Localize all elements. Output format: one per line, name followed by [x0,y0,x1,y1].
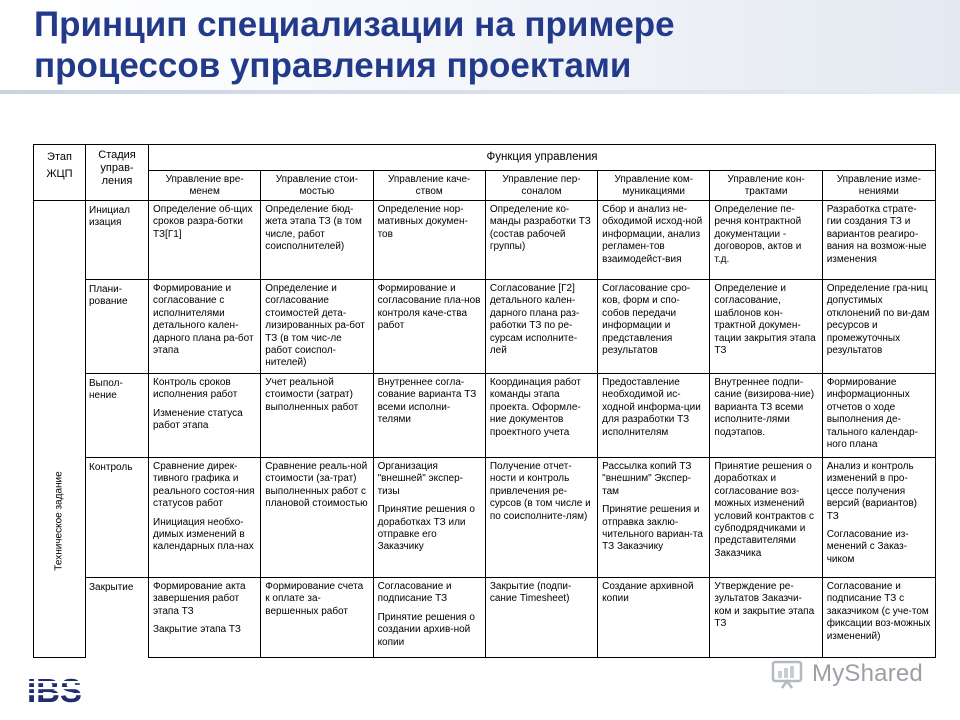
cell-paragraph: Определение и согласование стоимостей дета-лизированных ра-бот ТЗ (в том чис-ле работ соиспол-нителей) [265,283,365,369]
column-header: Управление ком-муникациями [598,171,710,201]
table-cell [598,374,710,458]
table-cell [149,458,261,578]
cell-paragraph: Сравнение реаль-ной стоимости (за-трат) выполненных работ с плановой стоимостью [265,461,368,510]
slide-title [34,4,934,86]
table-cell [486,280,598,374]
cell-paragraph: Инициация необхо-димых изменений в календарных пла-нах [153,516,254,553]
cell-paragraph: Контроль сроков исполнения работ [153,377,238,401]
cell-paragraph: Принятие решения о доработках и согласование воз-можных изменений условий контрактов с субподрядчиками и представителями Заказчика [714,461,814,559]
header-function: Функция управления [149,145,935,171]
row-stage-label: Инициал изация [86,201,149,280]
cell-paragraph: Определение об-щих сроков разра-ботки ТЗ[Г1] [153,204,253,240]
watermark-text: MyShared [812,660,923,687]
table-cell [823,201,935,280]
table-cell [374,201,486,280]
cell-paragraph: Получение отчет-ности и контроль привлечения ре-сурсов (в том числе и по соисполните-лям) [489,461,591,522]
column-header: Управление стои-мостью [261,171,373,201]
cell-paragraph: Определение бюд-жета этапа ТЗ (в том числе, работ соисполнителей) [265,204,362,253]
cell-paragraph: Учет реальной стоимости (затрат) выполненных работ [265,377,359,413]
cell-paragraph: Принятие решения и отправка заклю-чительного вариан-та ТЗ Заказчику [602,504,703,553]
cell-paragraph: Определение нор-мативных докумен-тов [377,204,468,240]
row-stage-label: Плани-рование [86,280,149,374]
management-functions-table [33,144,936,658]
header-stage [86,145,149,201]
cell-paragraph: Определение и согласование, шаблонов кон-трактной докумен-тации закрытия этапа ТЗ [714,283,816,357]
cell-paragraph: Анализ и контроль изменений в про-цессе получения версий (вариантов) ТЗ [826,461,917,522]
vertical-label: Техническое задание [53,471,65,571]
table-cell [486,578,598,658]
cell-paragraph: Формирование информационных отчетов о ходе выполнения де-тального календар-ного плана [826,377,918,451]
cell-paragraph: Предоставление необходимой ис-ходной информа-ции для разработки ТЗ исполнителям [602,377,701,438]
cell-paragraph: Определение пе-речня контрактной документации - договоров, актов и т.д. [714,204,802,265]
table-cell [710,578,822,658]
table-cell [486,374,598,458]
table-cell [149,374,261,458]
cell-paragraph: Определение гра-ниц допустимых отклонений по ви-дам ресурсов и промежуточных результатов [826,283,930,357]
cell-paragraph: Формирование акта завершения работ этапа ТЗ [153,581,246,617]
cell-paragraph: Утверждение ре-зультатов Заказчи-ком и закрытие этапа ТЗ [714,581,815,630]
cell-paragraph: Определение ко-манды разработки ТЗ (состав рабочей группы) [489,204,591,253]
header-stage-line-2: управ- [100,162,134,174]
cell-paragraph: Формирование и согласование пла-нов контроля каче-ства работ [377,283,481,332]
cell-paragraph: Организация "внешней" экспер-тизы [377,461,463,497]
table-cell [149,578,261,658]
cell-paragraph: Закрытие (подпи-сание Timesheet) [489,581,572,605]
table-cell [261,201,373,280]
cell-paragraph: Сравнение дирек-тивного графика и реального состоя-ния статусов работ [153,461,255,510]
vertical-label-cell [34,201,86,658]
cell-paragraph: Согласование из-менений с Заказ-чиком [826,529,909,565]
cell-paragraph: Закрытие этапа ТЗ [153,624,241,636]
column-header: Управление кон-трактами [710,171,822,201]
table-cell [374,458,486,578]
table-cell [149,201,261,280]
table-cell [374,280,486,374]
header-etap-line-2: ЖЦП [46,168,73,180]
header-stage-line-1: Стадия [98,149,136,161]
table-cell [149,280,261,374]
table-cell [374,578,486,658]
watermark [770,650,930,698]
table-cell [823,578,935,658]
table-cell [598,280,710,374]
slide-title-line-2: процессов управления проектами [34,46,632,85]
column-header: Управление пер-соналом [486,171,598,201]
cell-paragraph: Согласование сро-ков, форм и спо-собов передачи информации и представления результатов [602,283,691,357]
table-cell [261,374,373,458]
row-stage-label: Выпол-нение [86,374,149,458]
table-cell [710,280,822,374]
table-cell [486,201,598,280]
cell-paragraph: Формирование счета к оплате за-вершенных работ [265,581,364,617]
cell-paragraph: Формирование и согласование с исполнителями детального кален-дарного плана ра-бот этапа [153,283,254,357]
cell-paragraph: Согласование [Г2] детального кален-дарного плана раз-работки ТЗ по ре-сурсам исполните-лей [489,283,580,357]
column-header: Управление вре-менем [149,171,261,201]
table-cell [261,280,373,374]
row-stage-label: Закрытие [86,578,149,658]
header-etap [34,145,86,201]
table-cell [374,374,486,458]
cell-paragraph: Изменение статуса работ этапа [153,407,243,432]
cell-paragraph: Принятие решения о создании архив-ной копии [377,611,475,648]
cell-paragraph: Сбор и анализ не-обходимой исход-ной информации, анализ регламен-тов взаимодейст-вия [602,204,703,265]
table-cell [823,280,935,374]
header-stage-line-3: ления [101,175,133,187]
header-etap-line-1: Этап [47,151,72,163]
cell-paragraph: Создание архивной копии [602,581,694,605]
table-cell [823,374,935,458]
table-cell [710,458,822,578]
table-cell [598,458,710,578]
table-cell [261,458,373,578]
table-cell [710,201,822,280]
row-stage-label: Контроль [86,458,149,578]
table-cell [823,458,935,578]
table-cell [486,458,598,578]
cell-paragraph: Внутреннее подпи-сание (визирова-ние) варианта ТЗ всеми исполните-лями подэтапов. [714,377,815,438]
slide-title-line-1: Принцип специализации на примере [34,5,675,44]
cell-paragraph: Принятие решения о доработках ТЗ или отправке его Заказчику [377,504,475,553]
column-header: Управление изме-нениями [823,171,935,201]
table-cell [598,201,710,280]
table-cell [598,578,710,658]
cell-paragraph: Согласование и подписание ТЗ с заказчиком (с уче-том фиксации воз-можных изменений) [826,581,931,642]
cell-paragraph: Разработка страте-гии создания ТЗ и вариантов реагиро-вания на возмож-ные изменения [826,204,927,265]
cell-paragraph: Координация работ команды этапа проекта. Оформле-ние документов проектного учета [489,377,581,438]
cell-paragraph: Внутреннее согла-сование варианта ТЗ всеми исполни-телями [377,377,477,426]
table-cell [710,374,822,458]
cell-paragraph: Согласование и подписание ТЗ [377,581,452,605]
column-header: Управление каче-ством [374,171,486,201]
table-cell [261,578,373,658]
presentation-icon [770,657,804,691]
cell-paragraph: Рассылка копий ТЗ "внешним" Экспер-там [602,461,692,497]
ibs-logo [26,672,98,706]
